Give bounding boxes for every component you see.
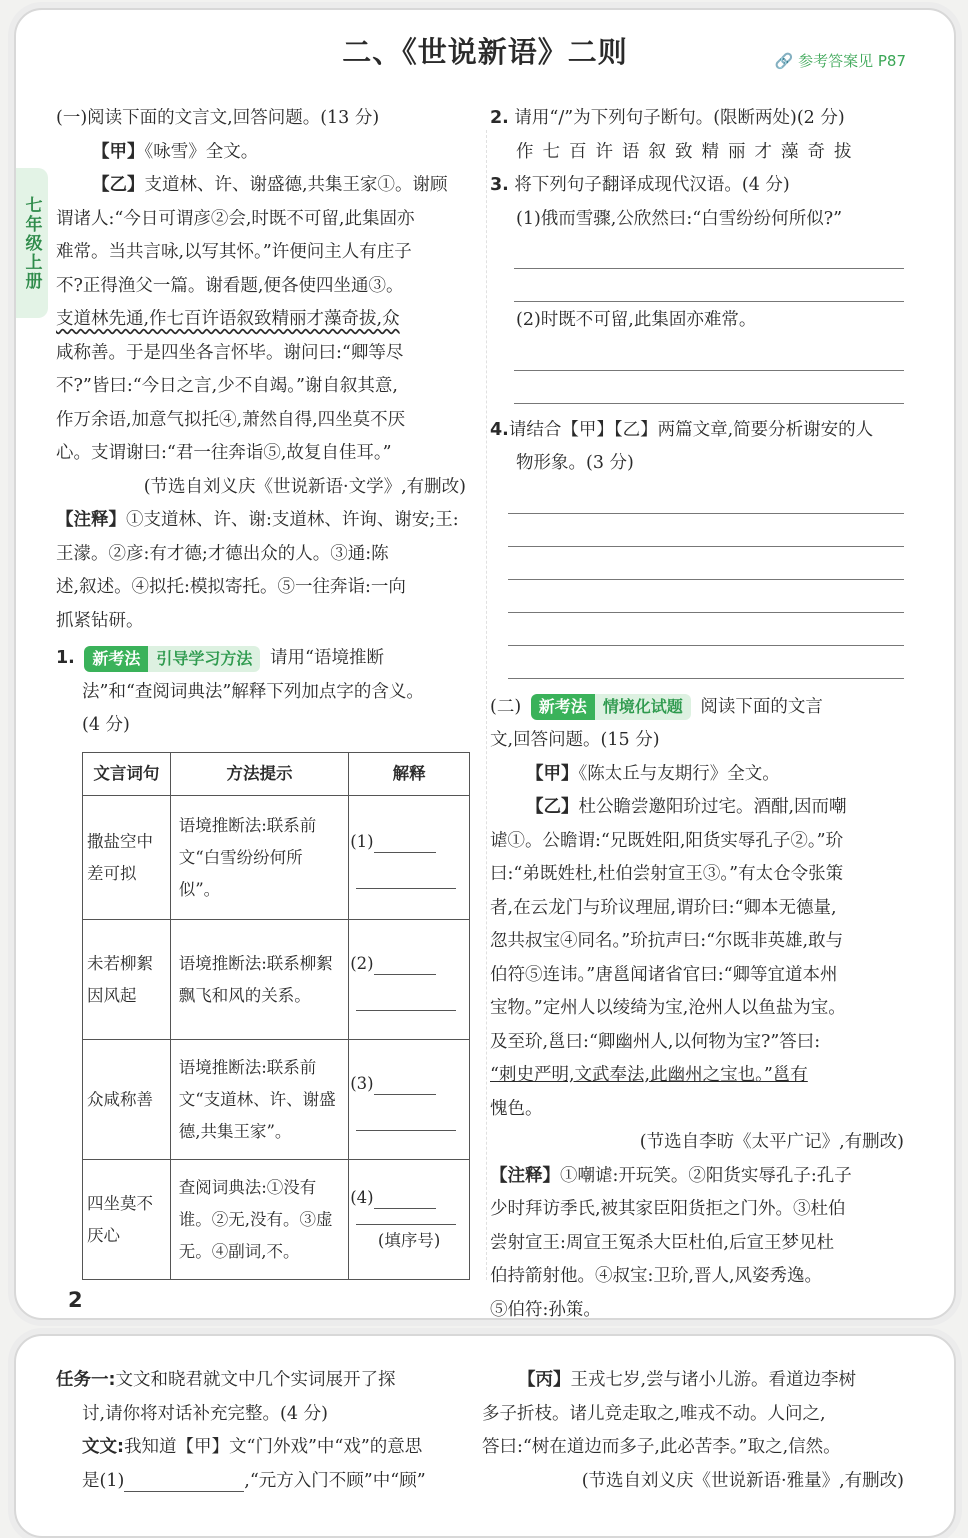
passage-yi-line: 支道林先通,作七百许语叙致精丽才藻奇拔,众 <box>56 309 400 329</box>
answer-line[interactable] <box>514 236 904 269</box>
link-icon: 🔗 <box>774 52 799 70</box>
passage-yi-line: 曰:“弟既姓杜,杜伯尝射宣王③。”有太仓令张策 <box>490 864 844 884</box>
passage-yi-line: 愧色。 <box>490 1098 543 1119</box>
table-hint: 查阅词典法:①没有谁。②无,没有。③虚无。④副词,不。 <box>170 1160 349 1280</box>
passage-yi-line: 及至玠,邕曰:“卿幽州人,以何物为宝?”答曰: <box>490 1031 821 1052</box>
passage-jia: 【甲】《咏雪》全文。 <box>92 141 259 162</box>
table-hint: 语境推断法:联系柳絮飘飞和风的关系。 <box>170 920 349 1040</box>
passage-yi-line: 谓诸人:“今日可谓彦②会,时既不可留,此集固亦 <box>56 208 415 229</box>
answer-line[interactable] <box>514 269 904 302</box>
left-column <box>56 102 470 743</box>
annotation-line: 述,叙述。④拟托:模拟寄托。⑤一往奔诣:一向 <box>56 577 406 597</box>
passage-bing-line: 【丙】王戎七岁,尝与诸小儿游。看道边李树 <box>518 1370 857 1390</box>
source-citation: (节选自李昉《太平广记》,有删改) <box>639 1132 904 1152</box>
answer-line[interactable] <box>514 338 904 371</box>
page-number: 2 <box>68 1288 83 1312</box>
question-1-score: (4 分) <box>82 715 130 735</box>
question-1-line: 法”和“查阅词典法”解释下列加点字的含义。 <box>82 681 424 702</box>
passage-yi-line: “刺史严明,文武奉法,此幽州之宝也。”邕有 <box>490 1065 808 1085</box>
passage-yi-line: 者,在云龙门与玠议理屈,谓玠曰:“卿本无德量, <box>490 897 837 918</box>
answer-blank[interactable] <box>374 954 436 975</box>
passage-yi-line: 谑①。公瞻谓:“兄既姓阳,阳货实辱孔子②。”玠 <box>490 830 844 851</box>
answer-blank[interactable] <box>356 1100 456 1131</box>
passage-jia: 【甲】《陈太丘与友期行》全文。 <box>526 763 780 784</box>
right-column <box>482 1364 904 1498</box>
table-row <box>83 1040 470 1160</box>
answer-cell: (4) (填序号) <box>349 1160 470 1280</box>
answer-line[interactable] <box>508 646 904 679</box>
passage-yi-line: 难常。当共言咏,以写其怀。”许便问主人有庄子 <box>56 242 412 262</box>
table-term: 撒盐空中差可拟 <box>83 796 171 920</box>
table-row <box>83 920 470 1040</box>
answer-blank[interactable] <box>356 980 456 1011</box>
passage-yi-line: 作万余语,加意气拟托④,萧然自得,四坐莫不厌 <box>56 409 406 430</box>
question-1: 1. 新考法 引导学习方法 请用“语境推断 <box>56 642 470 676</box>
new-exam-badge: 新考法 情境化试题 <box>531 694 691 720</box>
answer-line[interactable] <box>508 514 904 547</box>
annotation-line: 【注释】①支道林、许、谢:支道林、许询、谢安;王: <box>56 510 459 530</box>
dialogue-wen: 文文:我知道【甲】文“门外戏”中“戏”的意思 <box>82 1437 423 1457</box>
page-title: 二、《世说新语》二则 <box>342 35 628 69</box>
right-column <box>490 102 904 1327</box>
question-4-line: 物形象。(3 分) <box>516 453 634 473</box>
column-divider <box>486 130 487 1280</box>
table-header: 文言词句 <box>83 753 171 796</box>
answer-cell: (1) <box>349 796 470 920</box>
table-hint: 语境推断法:联系前文“白雪纷纷何所似”。 <box>170 796 349 920</box>
table-row <box>83 796 470 920</box>
answer-cell: (2) <box>349 920 470 1040</box>
table-row <box>83 1160 470 1280</box>
annotation-line: 抓紧钻研。 <box>56 610 144 631</box>
table-term: 众咸称善 <box>83 1040 171 1160</box>
vocab-method-table <box>82 752 470 1280</box>
answer-cell: (3) <box>349 1040 470 1160</box>
passage-yi-line: 【乙】杜公瞻尝邀阳玠过宅。酒酣,因而嘲 <box>526 797 847 817</box>
answer-blank[interactable] <box>374 1188 436 1209</box>
table-header: 解释 <box>349 753 470 796</box>
passage-bing-line: 答曰:“树在道边而多子,此必苦李。”取之,信然。 <box>482 1437 841 1457</box>
answer-blank[interactable] <box>124 1471 244 1492</box>
answer-reference: 🔗 参考答案见 P87 <box>774 52 906 70</box>
left-column <box>56 1364 470 1498</box>
annotation-line: 王濛。②彦:有才德;才德出众的人。③通:陈 <box>56 543 389 564</box>
table-term: 未若柳絮因风起 <box>83 920 171 1040</box>
question-4: 4.请结合【甲】【乙】两篇文章,简要分析谢安的人 <box>490 419 874 440</box>
source-citation: (节选自刘义庆《世说新语·雅量》,有删改) <box>581 1470 904 1491</box>
table-hint: 语境推断法:联系前文“支道林、许、谢盛德,共集王家”。 <box>170 1040 349 1160</box>
answer-line[interactable] <box>508 481 904 514</box>
annotation-line: ⑤伯符:孙策。 <box>490 1299 601 1320</box>
passage-yi-line: 忽共叔宝④同名。”玠抗声曰:“尔既非英雄,敢与 <box>490 931 844 951</box>
section-two-heading: (二) 新考法 情境化试题 阅读下面的文言 <box>490 691 904 725</box>
annotation-line: 尝射宣王:周宣王冤杀大臣杜伯,后宣王梦见杜 <box>490 1232 834 1253</box>
new-exam-badge: 新考法 引导学习方法 <box>84 646 260 672</box>
answer-blank[interactable] <box>356 858 456 889</box>
passage-yi-line: 【乙】支道林、许、谢盛德,共集王家①。谢顾 <box>92 175 448 195</box>
answer-blank[interactable] <box>374 1074 436 1095</box>
source-citation: (节选自刘义庆《世说新语·文学》,有删改) <box>143 476 466 497</box>
passage-yi-line: 宝物。”定州人以绫绮为宝,沧州人以鱼盐为宝。 <box>490 998 846 1018</box>
section-two-heading-line: 文,回答问题。(15 分) <box>490 730 660 750</box>
passage-yi-line: 心。支谓谢曰:“君一往奔诣⑤,故复自佳耳。” <box>56 443 392 463</box>
annotation-line: 少时拜访季氏,被其家臣阳货拒之门外。③杜伯 <box>490 1199 846 1219</box>
annotation-line: 【注释】①嘲谑:开玩笑。②阳货实辱孔子:孔子 <box>490 1165 852 1186</box>
question-3: 3. 将下列句子翻译成现代汉语。(4 分) <box>490 175 790 195</box>
answer-line[interactable] <box>508 547 904 580</box>
answer-line[interactable] <box>514 371 904 404</box>
question-2-sentence: 作七百许语叙致精丽才藻奇拔 <box>516 141 861 162</box>
annotation-line: 伯持箭射他。④叔宝:卫玠,晋人,风姿秀逸。 <box>490 1266 823 1286</box>
passage-yi-line: 不?”皆曰:“今日之言,少不自竭。”谢自叙其意, <box>56 376 398 396</box>
passage-yi-line: 咸称善。于是四坐各言怀毕。谢问曰:“卿等尽 <box>56 342 404 363</box>
grade-side-tab: 七年级上册 <box>16 168 48 318</box>
badge-icon-label: 新考法 <box>84 646 148 672</box>
question-2: 2. 请用“/”为下列句子断句。(限断两处)(2 分) <box>490 108 845 128</box>
passage-bing-line: 多子折枝。诸儿竞走取之,唯戎不动。人问之, <box>482 1403 826 1424</box>
dialogue-wen-line: 是(1) ,“元方入门不顾”中“顾” <box>82 1470 426 1491</box>
answer-line[interactable] <box>508 580 904 613</box>
table-term: 四坐莫不厌心 <box>83 1160 171 1280</box>
answer-line[interactable] <box>508 613 904 646</box>
section-one-heading: (一)阅读下面的文言文,回答问题。(13 分) <box>56 108 380 128</box>
passage-yi-line: 伯符⑤连讳。”唐邕闻诸省官曰:“卿等宜道本州 <box>490 964 838 985</box>
question-3-1: (1)俄而雪骤,公欣然曰:“白雪纷纷何所似?” <box>516 208 843 229</box>
question-3-2: (2)时既不可留,此集固亦难常。 <box>516 310 757 330</box>
passage-yi-line: 不?正得渔父一篇。谢看题,便各使四坐通③。 <box>56 275 404 296</box>
next-textbook-page <box>14 1334 956 1538</box>
answer-blank[interactable] <box>374 832 436 853</box>
table-header: 方法提示 <box>170 753 349 796</box>
answer-blank[interactable] <box>356 1214 456 1225</box>
textbook-page <box>14 8 956 1320</box>
task-one-line: 讨,请你将对话补充完整。(4 分) <box>82 1403 328 1424</box>
task-one: 任务一:文文和晓君就文中几个实词展开了探 <box>56 1370 396 1390</box>
